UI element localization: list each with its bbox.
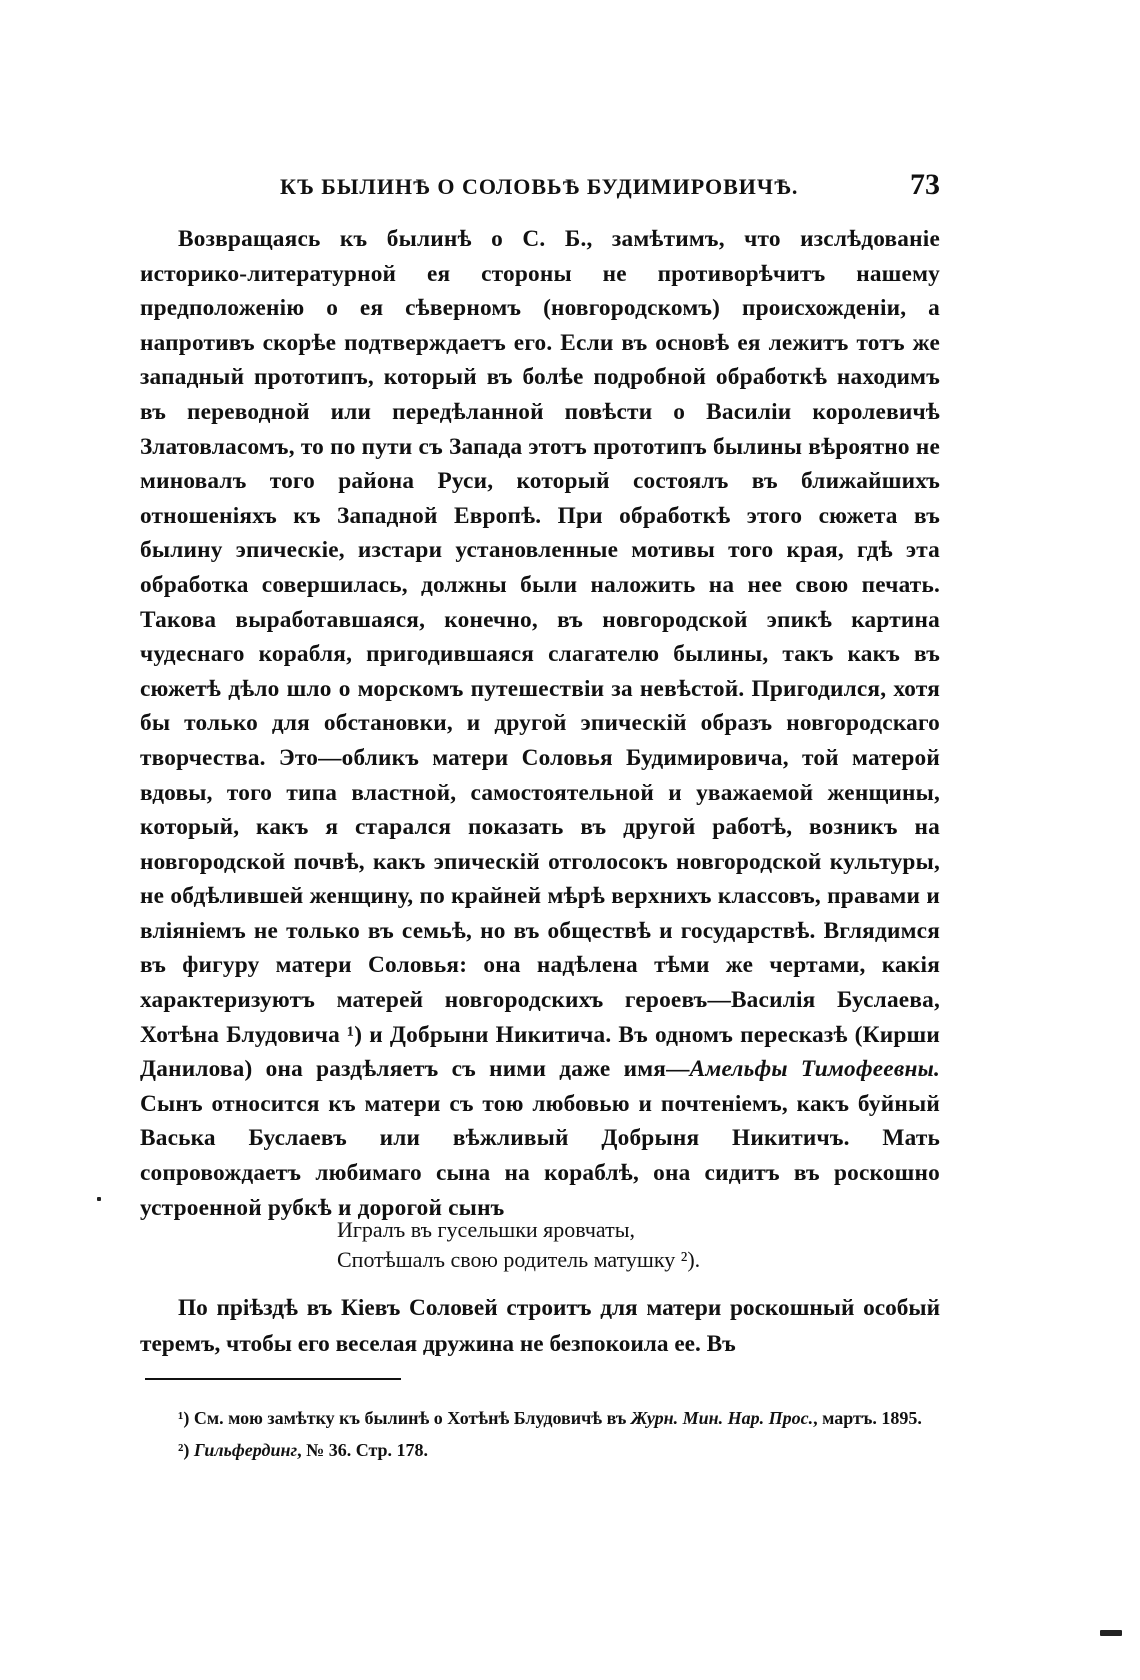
paragraph: По пріѣздѣ въ Кіевъ Соловей строитъ для матери роскошный особый теремъ, чтобы его веселая дружина не безпокоила ее. Въ bbox=[140, 1295, 940, 1357]
footnote-text-end: , № 36. Стр. 178. bbox=[297, 1440, 429, 1460]
footnote-text: ¹) См. мою замѣтку къ былинѣ о Хотѣнѣ Блудовичѣ въ bbox=[178, 1408, 631, 1428]
footnote-text: ²) bbox=[178, 1440, 194, 1460]
page-header bbox=[140, 168, 940, 208]
footnote-text-end: , мартъ. 1895. bbox=[813, 1408, 922, 1428]
footnote-1 bbox=[140, 1402, 940, 1434]
page-number: 73 bbox=[910, 168, 940, 201]
verse-line: Спотѣшалъ свою родитель матушку ²). bbox=[337, 1247, 701, 1272]
footnote-2 bbox=[140, 1434, 940, 1466]
footnote-journal: Журн. Мин. Нар. Прос. bbox=[630, 1408, 814, 1428]
footnote-source: Гильфердинг bbox=[193, 1440, 298, 1460]
footnote-divider bbox=[145, 1378, 401, 1380]
footnotes bbox=[140, 1402, 940, 1466]
running-title: КЪ БЫЛИНѢ О СОЛОВЬѢ БУДИМИРОВИЧѢ. bbox=[280, 174, 799, 199]
scan-mark bbox=[1100, 1630, 1122, 1636]
paragraph-text-end: Сынъ относится къ матери съ тою любовью и почтеніемъ, какъ буйный Васька Буслаевъ или вѣжливый Добрыня Никитичъ. Мать сопровождаетъ любимаго сына на кораблѣ, она сидитъ въ роскошно устроенной рубкѣ и дорогой сынъ bbox=[140, 1090, 940, 1221]
italic-name: Амельфы Тимофеевны. bbox=[689, 1056, 940, 1083]
paragraph bbox=[140, 222, 940, 1225]
main-text-continued bbox=[140, 1290, 940, 1362]
verse-quote bbox=[337, 1215, 897, 1275]
paragraph-text: Возвращаясь къ былинѣ о С. Б., замѣтимъ, что изслѣдованіе историко-литературной ея стороны не противорѣчитъ нашему предположенію о ея сѣверномъ (новгородскомъ) происхожденіи, а напротивъ скорѣе подтверждаетъ его. Если въ основѣ ея лежитъ тотъ же западный прототипъ, который въ болѣе подробной обработкѣ находимъ въ переводной или передѣланной повѣсти о Василіи королевичѣ Златовласомъ, то по пути съ Запада этотъ прототипъ былины вѣроятно не миновалъ того района Руси, который состоялъ въ ближайшихъ отношеніяхъ къ Западной Европѣ. При обработкѣ этого сюжета въ былину эпическіе, изстари установленные мотивы того края, гдѣ эта обработка совершилась, должны были наложить на нее свою печать. Такова выработавшаяся, конечно, въ новгородской эпикѣ картина чудеснаго корабля, пригодившаяся слагателю былины, такъ какъ въ сюжетѣ дѣло шло о морскомъ путешествіи за невѣстой. Пригодился, хотя бы только для обстановки, и другой эпическій образъ новгородскаго творчества. Это—обликъ матери Соловья Будимировича, той матерой вдовы, того типа властной, самостоятельной и уважаемой женщины, который, какъ я старался показать въ другой работѣ, возникъ на новгородской почвѣ, какъ эпическій отголосокъ новгородской культуры, не обдѣлившей женщину, по крайней мѣрѣ верхнихъ классовъ, правами и вліяніемъ не только въ семьѣ, но въ обществѣ и государствѣ. Вглядимся въ фигуру матери Соловья: она надѣлена тѣми же чертами, какія характеризуютъ матерей новгородскихъ героевъ—Василія Буслаева, Хотѣна Блудовича ¹) и Добрыни Никитича. Въ одномъ пересказѣ (Кирши Данилова) она раздѣляетъ съ ними даже имя— bbox=[140, 226, 940, 1083]
verse-line: Игралъ въ гусельшки яровчаты, bbox=[337, 1217, 635, 1242]
scan-mark bbox=[97, 1197, 101, 1201]
main-text bbox=[140, 222, 940, 1225]
